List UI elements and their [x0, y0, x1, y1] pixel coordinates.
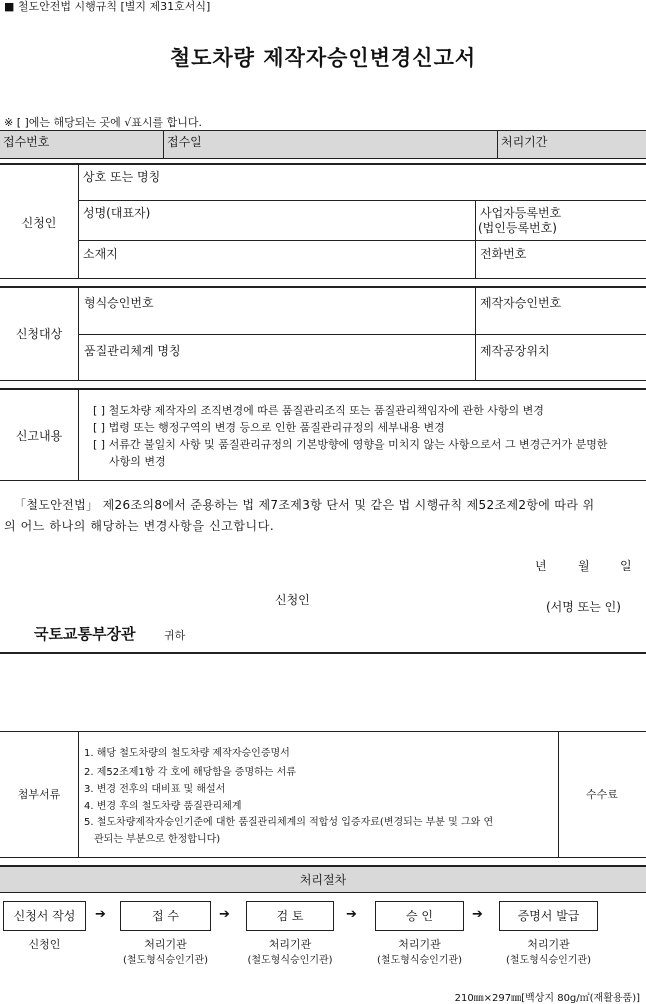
recipient-suffix: 귀하	[164, 629, 186, 642]
arrow-right-icon: ➔	[219, 907, 230, 922]
statement-line-2: 의 어느 하나의 해당하는 변경사항을 신고합니다.	[4, 519, 275, 533]
rule	[0, 130, 646, 131]
rule	[475, 200, 476, 278]
date-month: 월	[578, 559, 590, 573]
checkbox-note: ※ [ ]에는 해당되는 곳에 √표시를 합니다.	[4, 116, 203, 129]
step-approval: 승 인	[375, 901, 464, 931]
rule	[78, 164, 79, 278]
attachment-item-5-cont: 관되는 부분으로 한정합니다)	[94, 834, 221, 845]
arrow-right-icon: ➔	[95, 907, 106, 922]
step-actor: 처리기관	[144, 938, 187, 951]
receipt-date-label: 접수일	[167, 135, 202, 149]
rule	[0, 380, 646, 381]
step-actor-org: (철도형식승인기관)	[505, 955, 592, 966]
rule	[78, 389, 79, 480]
rule	[78, 200, 646, 201]
maker-approval-label: 제작자승인번호	[480, 296, 562, 310]
rule	[163, 130, 164, 158]
step-certificate: 증명서 발급	[499, 901, 598, 931]
step-review: 검 토	[246, 901, 334, 931]
address-label: 소재지	[83, 247, 118, 261]
rule	[0, 158, 646, 159]
statement-line-1: 「철도안전법」 제26조의8에서 준용하는 법 제7조제3항 단서 및 같은 법 시행규칙 제52조제2항에 따라 위	[14, 498, 595, 512]
rule	[0, 865, 646, 867]
signature-seal-label: (서명 또는 인)	[546, 600, 621, 614]
applicant-section-label: 신청인	[21, 216, 57, 230]
step-actor-org: (철도형식승인기관)	[376, 955, 463, 966]
step-actor: 처리기관	[268, 938, 312, 951]
corporate-reg-label: (법인등록번호)	[478, 221, 557, 235]
step-actor: 처리기관	[398, 938, 441, 951]
rule	[78, 240, 646, 241]
phone-label: 전화번호	[480, 247, 527, 261]
rule	[0, 652, 646, 654]
step-application: 신청서 작성	[3, 901, 86, 931]
representative-label: 성명(대표자)	[83, 206, 151, 220]
report-option-3: [ ] 서류간 불일치 사항 및 품질관리규정의 기본방향에 영향을 미치지 않는 사항으로서 그 변경근거가 분명한	[93, 438, 608, 451]
report-option-3-cont: 사항의 변경	[109, 455, 166, 468]
attachment-item-3: 3. 변경 전후의 대비표 및 해설서	[84, 784, 226, 795]
applicant-signature-label: 신청인	[275, 593, 310, 607]
rule	[0, 480, 646, 481]
recipient-name: 국토교통부장관	[34, 625, 136, 643]
attachment-item-1: 1. 해당 철도차량의 철도차량 제작자승인증명서	[84, 748, 290, 759]
rule	[497, 130, 498, 158]
qms-name-label: 품질관리체계 명칭	[84, 344, 181, 358]
date-day: 일	[620, 559, 632, 573]
rule	[78, 731, 79, 857]
rule	[0, 286, 646, 288]
step-actor: 처리기관	[527, 938, 570, 951]
date-year: 년	[535, 559, 547, 573]
business-reg-label: 사업자등록번호	[480, 206, 562, 220]
report-section-label: 신고내용	[15, 429, 63, 443]
processing-period-label: 처리기간	[501, 135, 548, 149]
report-option-1: [ ] 철도차량 제작자의 조직변경에 따른 품질관리조직 또는 품질관리책임자에 관한 사항의 변경	[93, 404, 544, 417]
report-option-2: [ ] 법령 또는 행정구역의 변경 등으로 인한 품질관리규정의 세부내용 변경	[93, 421, 445, 434]
company-name-label: 상호 또는 명칭	[83, 170, 161, 184]
rule	[0, 388, 646, 390]
rule	[78, 334, 646, 335]
attachment-item-2: 2. 제52조제1항 각 호에 해당함을 증명하는 서류	[84, 767, 296, 778]
attachment-item-5: 5. 철도차량제작자승인기준에 대한 품질관리체계의 적합성 입증자료(변경되는 부분 및 그와 연	[84, 817, 494, 828]
target-section-label: 신청대상	[15, 327, 63, 341]
step-actor-org: (철도형식승인기관)	[247, 955, 333, 966]
rule	[0, 892, 646, 893]
page-title: 철도차량 제작자승인변경신고서	[169, 46, 477, 70]
form-reference: ■ 철도안전법 시행규칙 [별지 제31호서식]	[4, 0, 211, 13]
arrow-right-icon: ➔	[472, 907, 483, 922]
attachments-label: 첨부서류	[17, 788, 61, 801]
step-actor-org: (철도형식승인기관)	[122, 955, 209, 966]
procedure-title: 처리절차	[299, 873, 347, 887]
type-approval-label: 형식승인번호	[84, 296, 154, 310]
attachment-item-4: 4. 변경 후의 철도차량 품질관리체계	[84, 801, 242, 812]
receipt-number-label: 접수번호	[3, 135, 50, 149]
rule	[0, 163, 646, 165]
rule	[0, 278, 646, 279]
paper-spec-footer: 210㎜×297㎜[백상지 80g/㎡(재활용품)]	[454, 993, 640, 1004]
rule	[0, 731, 646, 732]
receipt-row-shade	[0, 130, 646, 158]
step-receipt: 접 수	[120, 901, 211, 931]
factory-location-label: 제작공장위치	[480, 344, 550, 358]
step-actor: 신청인	[28, 938, 61, 951]
rule	[0, 857, 646, 858]
arrow-right-icon: ➔	[346, 907, 357, 922]
fee-label: 수수료	[586, 788, 618, 801]
